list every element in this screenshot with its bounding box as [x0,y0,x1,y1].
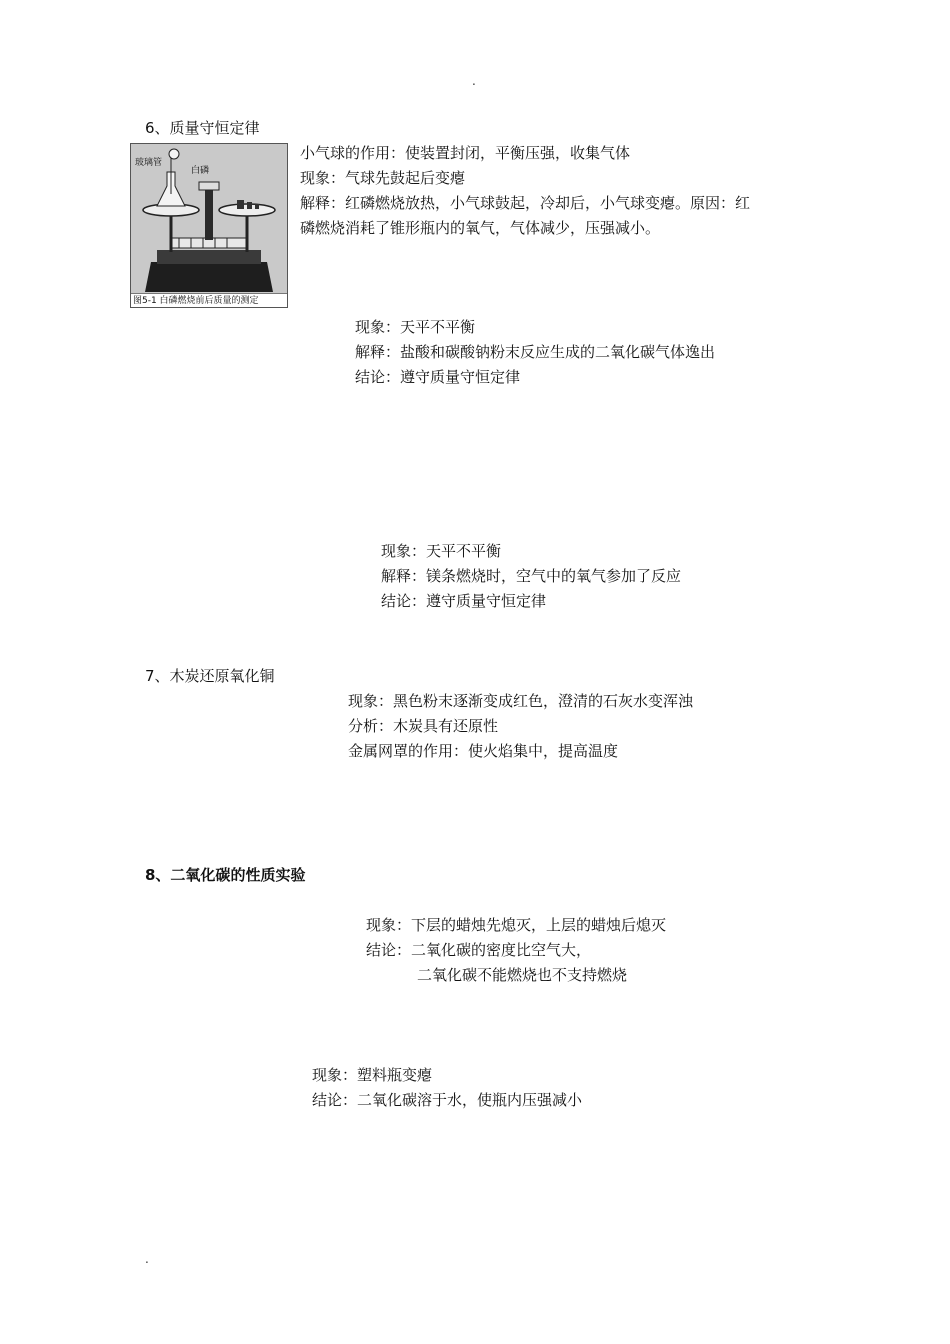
figure-caption: 图5-1 白磷燃烧前后质量的测定 [131,293,287,307]
sec6-exp3-line-1: 现象：天平不平衡 [381,542,502,560]
figure-label-phosphorus: 白磷 [191,166,210,176]
sec6-exp2-line-3: 结论：遵守质量守恒定律 [355,368,521,386]
sec8-exp1-line-2: 结论：二氧化碳的密度比空气大， [366,941,592,959]
sec6-exp2-line-1: 现象：天平不平衡 [355,318,476,336]
section-7-title: 7、木炭还原氧化铜 [145,667,275,685]
sec6-exp1-line-1: 小气球的作用：使装置封闭，平衡压强，收集气体 [300,144,631,162]
section-6-title: 6、质量守恒定律 [145,119,260,137]
sec8-exp2-line-2: 结论：二氧化碳溶于水，使瓶内压强减小 [312,1091,583,1109]
balance-figure [130,143,288,308]
sec6-exp2-line-2: 解释：盐酸和碳酸钠粉末反应生成的二氧化碳气体逸出 [355,343,716,361]
sec8-exp1-line-3: 二氧化碳不能燃烧也不支持燃烧 [417,966,628,984]
sec7-line-1: 现象：黑色粉末逐渐变成红色，澄清的石灰水变浑浊 [348,692,694,710]
sec6-exp3-line-2: 解释：镁条燃烧时，空气中的氧气参加了反应 [381,567,682,585]
sec6-exp1-line-2: 现象：气球先鼓起后变瘪 [300,169,466,187]
sec8-exp2-line-1: 现象：塑料瓶变瘪 [312,1066,433,1084]
sec6-exp3-line-3: 结论：遵守质量守恒定律 [381,592,547,610]
sec8-exp1-line-1: 现象：下层的蜡烛先熄灭，上层的蜡烛后熄灭 [366,916,667,934]
footer-dot: . [145,1252,149,1266]
sec7-line-3: 金属网罩的作用：使火焰集中，提高温度 [348,742,619,760]
figure-label-tube: 玻璃管 [135,158,163,168]
section-8-title: 8、二氧化碳的性质实验 [145,866,306,884]
sec7-line-2: 分析：木炭具有还原性 [348,717,499,735]
sec6-exp1-line-4: 磷燃烧消耗了锥形瓶内的氧气，气体减少，压强减小。 [300,219,661,237]
header-dot: . [472,74,476,88]
sec6-exp1-line-3: 解释：红磷燃烧放热，小气球鼓起，冷却后，小气球变瘪。原因：红 [300,194,751,212]
